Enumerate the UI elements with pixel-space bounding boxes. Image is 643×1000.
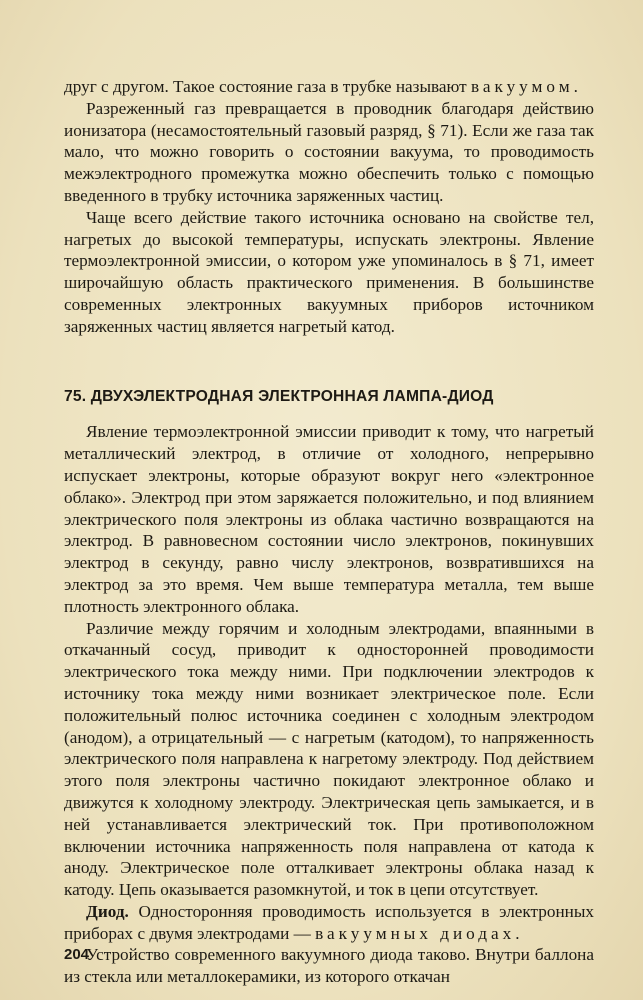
paragraph-continuation [64, 76, 594, 98]
text-run: . [515, 923, 520, 943]
run-in-heading: Диод. [86, 901, 129, 921]
text-run: . [573, 77, 578, 96]
page-text [64, 76, 594, 988]
paragraph: Различие между горячим и холодным электродами, впаянными в откачанный сосуд, приводит к односторонней проводимости электрического тока между ними. При подключении электродов к источнику тока между ними возникает электрическое поле. Если положительный полюс источника соединен с холодным электродом (анодом), а отрицательный — с нагретым (катодом), то напряженность электрического поля направлена к нагретому электроду. Под действием этого поля электроны частично покидают электронное облако и движутся к холодному электроду. Электрическая цепь замыкается, и в ней устанавливается электрический ток. При противоположном включении источника напряженность поля направлена от катода к аноду. Электрическое поле отталкивает электроны облака назад к катоду. Цепь оказывается разомкнутой, и ток в цепи отсутствует. [64, 618, 594, 900]
text-run: Односторонняя проводимость используется в электронных приборах с двумя электродами — [64, 901, 594, 943]
spaced-term: вакуумом [470, 77, 574, 96]
paragraph-diode [64, 901, 594, 945]
paragraph: Разреженный газ превращается в проводник благодаря действию ионизатора (несамостоятельный газовый разряд, § 71). Если же газа так мало, что можно говорить о состоянии вакуума, то проводимость межэлектродного промежутка можно обеспечить только с помощью введенного в трубку источника заряженных частиц. [64, 98, 594, 205]
page-number: 204 [64, 946, 90, 963]
text-run: друг с другом. Такое состояние газа в трубке называют [64, 77, 471, 96]
paragraph: Чаще всего действие такого источника основано на свойстве тел, нагретых до высокой температуры, испускать электроны. Явление термоэлектронной эмиссии, о котором уже упоминалось в § 71, имеет широчайшую область практического применения. В большинстве современных электронных вакуумных приборов источником заряженных частиц является нагретый катод. [64, 207, 594, 336]
paragraph: Устройство современного вакуумного диода таково. Внутри баллона из стекла или металлокерамики, из которого откачан [64, 945, 594, 987]
section-heading: 75. ДВУХЭЛЕКТРОДНАЯ ЭЛЕКТРОННАЯ ЛАМПА-ДИОД [64, 387, 494, 405]
paragraph: Явление термоэлектронной эмиссии приводит к тому, что нагретый металлический электрод, в отличие от холодного, непрерывно испускает электроны, которые образуют вокруг него «электронное облако». Электрод при этом заряжается положительно, и под влиянием электрического поля электроны из облака частично возвращаются на электрод. В равновесном состоянии число электронов, покинувших электрод в секунду, равно числу электронов, возвратившихся на электрод за это время. Чем выше температура металла, тем выше плотность электронного облака. [64, 422, 594, 616]
spaced-term: вакуумных диодах [315, 923, 516, 943]
